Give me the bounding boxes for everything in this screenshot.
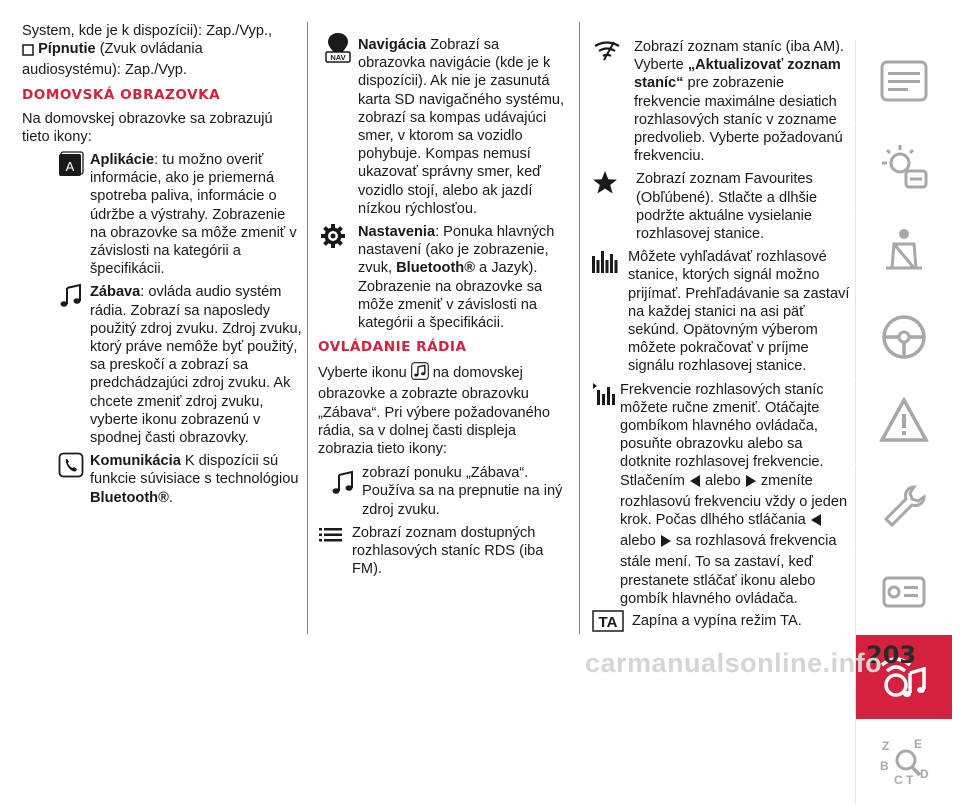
column-3 — [592, 22, 852, 634]
intro-paragraph: System, kde je k dispozícii): Zap./Vyp., Pípnutie (Zvuk ovládania audiosystému): Zap./Vyp. — [22, 23, 273, 79]
safety-icon — [876, 224, 932, 280]
tab-warning-lights[interactable] — [855, 125, 952, 209]
music-note-icon-inline — [411, 362, 429, 385]
watermark: carmanualsonline.info — [585, 648, 883, 678]
left-arrow-icon — [810, 513, 822, 532]
column-divider — [579, 22, 580, 634]
tab-index[interactable] — [855, 720, 952, 804]
music-note-icon — [330, 470, 356, 496]
svg-text:D: D — [920, 767, 929, 781]
column-1 — [22, 22, 304, 511]
radio-lead: Vyberte ikonu na domovskej obrazovke a zobrazte obrazovku „Zábava“. Pri výbere požadovaného rádia, sa v dolnej časti displeja zobrazia tieto ikony: — [318, 362, 570, 458]
settings-item: Nastavenia: Ponuka hlavných nastavení (ako je zobrazenie, zvuk, Bluetooth® a Jazyk). Zobrazenie na obrazovke sa môže zmeniť v závislosti na kategórii a špecifikácii. — [318, 223, 570, 332]
entertainment-item: Zábava: ovláda audio systém rádia. Zobrazí sa naposledy použitý zdroj zvuku. Zdroj zvuku, ktorý práve nemôže byť použitý, sa preskočí a zobrazí sa predchádzajúci zdroj zvuku. Ak chcete zmeniť zdroj zvuku, vyberte ikonu zobrazenú v spodnej časti obrazovky. — [22, 283, 304, 447]
page-number: 203 — [866, 641, 917, 669]
scan-icon — [592, 248, 618, 274]
home-screen-heading: DOMOVSKÁ OBRAZOVKA — [22, 86, 221, 103]
svg-text:Z: Z — [882, 739, 890, 753]
left-arrow-icon — [689, 474, 701, 493]
column-2 — [318, 22, 570, 582]
phone-icon — [58, 452, 84, 478]
emergency-icon — [876, 394, 932, 450]
svg-text:C: C — [894, 773, 903, 787]
ta-item: TA Zapína a vypína režim TA. — [592, 612, 852, 630]
svg-text:T: T — [906, 773, 914, 787]
right-arrow-icon — [660, 534, 672, 553]
checkbox-icon — [22, 43, 34, 61]
music-note-icon — [58, 283, 84, 309]
entertainment-menu-item: zobrazí ponuku „Zábava“. Používa sa na prepnutie na iný zdroj zvuku. — [318, 464, 570, 519]
car-info-icon — [876, 54, 932, 110]
apps-item: A Aplikácie: tu možno overiť informácie, ako je priemerná spotreba paliva, informácie o údržbe a výstrahy. Zobrazenie na obrazovke sa môže zmeniť v závislosti na kategórii a špecifikácii. — [22, 151, 304, 278]
warning-lights-icon — [876, 139, 932, 195]
gear-icon — [320, 223, 346, 249]
scan-item: Môžete vyhľadávať rozhlasové stanice, ktorých signál možno prijímať. Prehľadávanie sa zastaví na každej stanici na asi päť sekúnd. Opätovným výberom môžete pokračovať v príjme signálu rozhlasovej stanice. — [592, 248, 852, 375]
svg-text:A: A — [65, 159, 75, 175]
apps-icon — [58, 151, 84, 177]
tab-starting-driving[interactable] — [855, 295, 952, 379]
list-icon — [318, 524, 344, 550]
right-arrow-icon — [745, 474, 757, 493]
svg-text:TA: TA — [598, 614, 618, 632]
technical-data-icon — [876, 564, 932, 620]
manual-tune-item: Frekvencie rozhlasových staníc môžete ručne zmeniť. Otáčajte gombíkom hlavného ovládača, posuňte obrazovku alebo sa dotknite rozhlasovej frekvencie. Stlačením alebo zmeníte rozhlasovú frekvenciu vždy o jeden krok. Počas dlhého stláčania alebo sa rozhlasová frekvencia stále mení. To sa zastaví, keď prestanete stláčať ikonu alebo gombík hlavného ovládača. — [592, 381, 852, 608]
station-list-item: Zobrazí zoznam dostupných rozhlasových staníc RDS (iba FM). — [318, 524, 570, 579]
am-list-item: Zobrazí zoznam staníc (iba AM). Vyberte „Aktualizovať zoznam staníc“ pre zobrazenie frekvencie maximálne desiatich rozhlasových staníc v zozname predvolieb. Vyberte požadovanú frekvenciu. — [592, 38, 852, 165]
tab-emergency[interactable] — [855, 380, 952, 464]
home-lead: Na domovskej obrazovke sa zobrazujú tieto ikony: — [22, 110, 273, 145]
favourites-item: Zobrazí zoznam Favourites (Obľúbené). Stlačte a dlhšie podržte aktuálne vysielanie rozhlasovej stanice. — [592, 170, 852, 243]
chapter-tabs — [855, 40, 951, 805]
tab-maintenance[interactable] — [855, 465, 952, 549]
index-icon — [876, 734, 932, 790]
wrench-icon — [876, 479, 932, 535]
svg-text:B: B — [880, 759, 889, 773]
star-icon — [592, 170, 618, 196]
tune-icon — [592, 381, 618, 407]
svg-text:NAV: NAV — [330, 53, 346, 62]
tab-safety[interactable] — [855, 210, 952, 294]
svg-text:E: E — [914, 737, 923, 751]
tab-technical-data[interactable] — [855, 550, 952, 634]
tab-car-info[interactable] — [855, 40, 952, 124]
column-divider — [307, 22, 308, 634]
communication-item: Komunikácia K dispozícii sú funkcie súvisiace s technológiou Bluetooth®. — [22, 452, 304, 507]
steering-wheel-icon — [876, 309, 932, 365]
navigation-item: NAV Navigácia Zobrazí sa obrazovka navigácie (kde je k dispozícii). Ak nie je zasunutá karta SD navigačného systému, zobrazí sa kompas udávajúci smer, v ktorom sa vozidlo pohybuje. Kompas nemusí ukazovať správny smer, keď vozidlo stojí, alebo ak jazdí nízkou rýchlosťou. — [318, 36, 570, 218]
ta-icon — [592, 610, 624, 632]
navigation-icon — [324, 32, 352, 64]
radio-control-heading: OVLÁDANIE RÁDIA — [318, 339, 467, 356]
am-radio-icon — [592, 38, 622, 64]
